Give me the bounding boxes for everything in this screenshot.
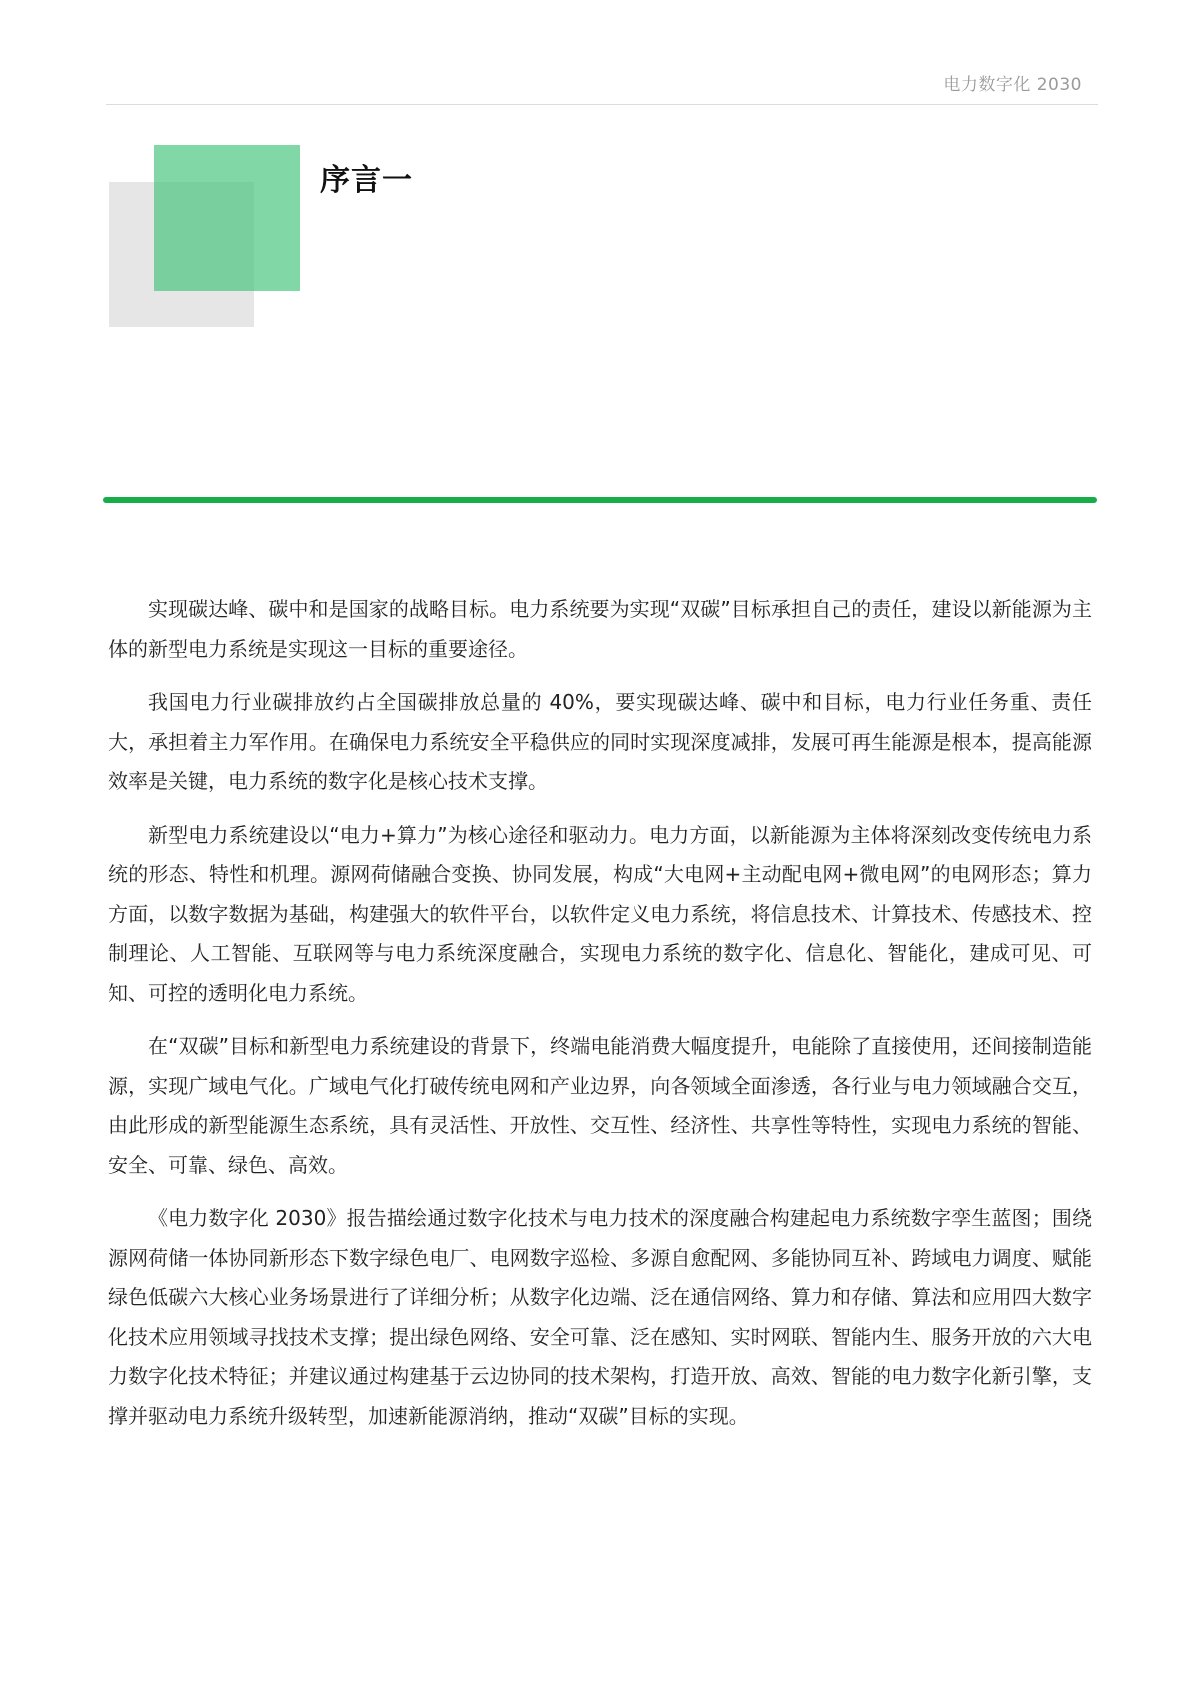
- body-text: [108, 590, 1092, 1450]
- section-divider: [103, 497, 1097, 503]
- section-title: 序言一: [320, 163, 413, 198]
- decorative-green-square: [154, 145, 300, 291]
- paragraph: 在“双碳”目标和新型电力系统建设的背景下，终端电能消费大幅度提升，电能除了直接使用，还间接制造能源，实现广域电气化。广域电气化打破传统电网和产业边界，向各领域全面渗透，各行业与电力领域融合交互，由此形成的新型能源生态系统，具有灵活性、开放性、交互性、经济性、共享性等特性，实现电力系统的智能、安全、可靠、绿色、高效。: [108, 1034, 1092, 1177]
- running-header-title: 电力数字化 2030: [943, 75, 1082, 95]
- paragraph: 实现碳达峰、碳中和是国家的战略目标。电力系统要为实现“双碳”目标承担自己的责任，建设以新能源为主体的新型电力系统是实现这一目标的重要途径。: [108, 597, 1092, 661]
- paragraph: 我国电力行业碳排放约占全国碳排放总量的 40%，要实现碳达峰、碳中和目标，电力行业任务重、责任大，承担着主力军作用。在确保电力系统安全平稳供应的同时实现深度减排，发展可再生能源是根本，提高能源效率是关键，电力系统的数字化是核心技术支撑。: [108, 690, 1092, 793]
- header-divider: [106, 104, 1098, 105]
- paragraph: 新型电力系统建设以“电力+算力”为核心途径和驱动力。电力方面，以新能源为主体将深刻改变传统电力系统的形态、特性和机理。源网荷储融合变换、协同发展，构成“大电网+主动配电网+微电网”的电网形态；算力方面，以数字数据为基础，构建强大的软件平台，以软件定义电力系统，将信息技术、计算技术、传感技术、控制理论、人工智能、互联网等与电力系统深度融合，实现电力系统的数字化、信息化、智能化，建成可见、可知、可控的透明化电力系统。: [108, 822, 1092, 1005]
- paragraph: 《电力数字化 2030》报告描绘通过数字化技术与电力技术的深度融合构建起电力系统数字孪生蓝图；围绕源网荷储一体协同新形态下数字绿色电厂、电网数字巡检、多源自愈配网、多能协同互补、跨域电力调度、赋能绿色低碳六大核心业务场景进行了详细分析；从数字化边端、泛在通信网络、算力和存储、算法和应用四大数字化技术应用领域寻找技术支撑；提出绿色网络、安全可靠、泛在感知、实时网联、智能内生、服务开放的六大电力数字化技术特征；并建议通过构建基于云边协同的技术架构，打造开放、高效、智能的电力数字化新引擎，支撑并驱动电力系统升级转型，加速新能源消纳，推动“双碳”目标的实现。: [108, 1206, 1092, 1428]
